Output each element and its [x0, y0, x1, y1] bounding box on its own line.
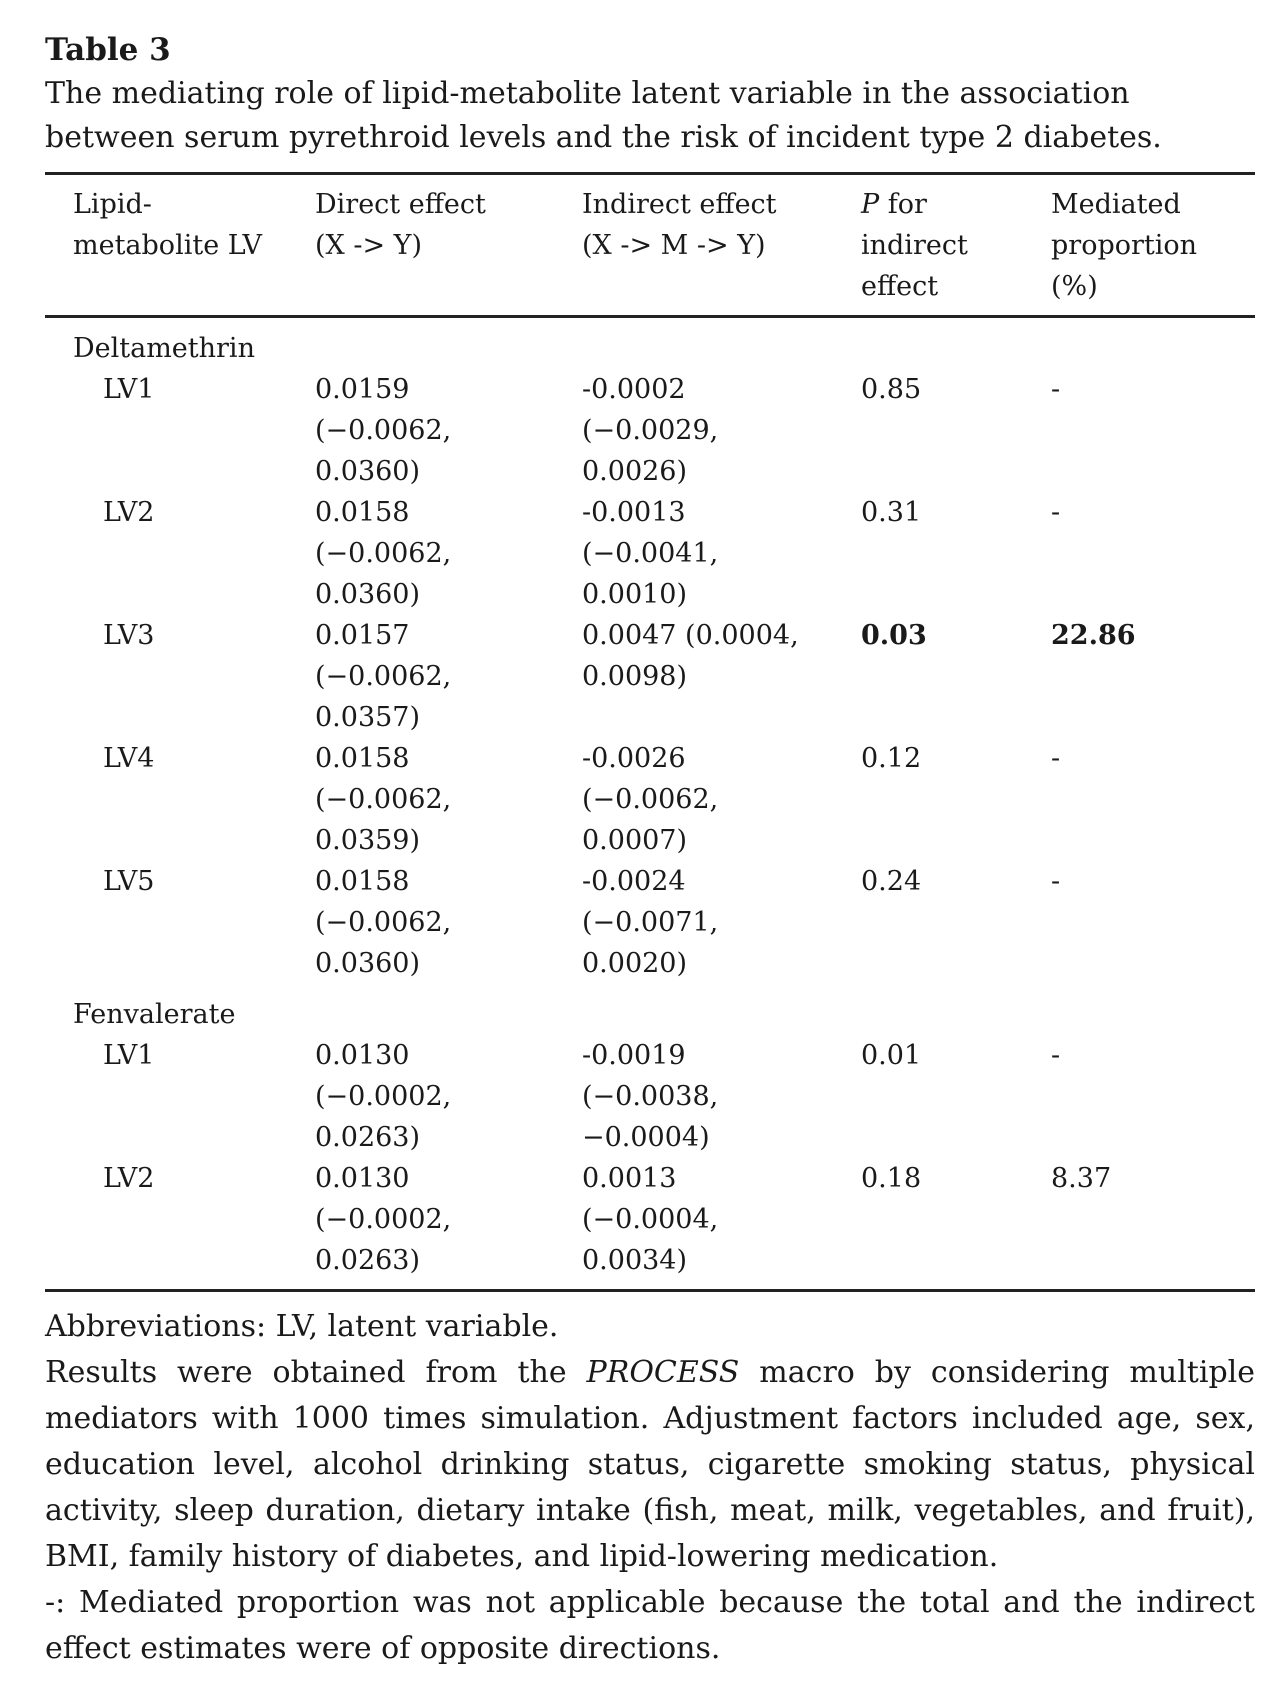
dash-note: -: Mediated proportion was not applicable because the total and the indirect effect estimates were of opposite directions.	[45, 1585, 1255, 1666]
table-body	[45, 318, 1255, 1289]
table-notes	[45, 1304, 1255, 1672]
header-direct-effect: Direct effect (X -> Y)	[315, 189, 486, 261]
table-caption: The mediating role of lipid-metabolite latent variable in the association between serum pyrethroid levels and the risk of incident type 2 diabetes.	[45, 76, 1162, 155]
indirect-effect-cell: 0.0047 (0.0004, 0.0098)	[582, 620, 799, 692]
p-value-cell: 0.85	[861, 374, 922, 405]
lv-cell: LV3	[103, 620, 155, 651]
direct-effect-cell: 0.0158 (−0.0062, 0.0360)	[315, 866, 452, 979]
mediated-proportion-cell: -	[1051, 497, 1061, 528]
header-p-value	[861, 175, 1051, 315]
mediated-proportion-cell: 8.37	[1051, 1163, 1112, 1194]
direct-effect-cell: 0.0157 (−0.0062, 0.0357)	[315, 620, 452, 733]
mediated-proportion-cell: -	[1051, 1040, 1061, 1071]
group-name: Deltamethrin	[73, 333, 255, 364]
indirect-effect-cell: -0.0013 (−0.0041, 0.0010)	[582, 497, 719, 610]
lv-cell: LV1	[103, 1040, 155, 1071]
header-p-italic: P	[861, 189, 880, 220]
abbreviations-note: Abbreviations: LV, latent variable.	[45, 1309, 559, 1344]
mediated-proportion-cell: -	[1051, 866, 1061, 897]
table-row	[45, 861, 1255, 984]
table-row	[45, 369, 1255, 492]
direct-effect-cell: 0.0158 (−0.0062, 0.0359)	[315, 743, 452, 856]
table-label: Table 3	[45, 32, 171, 68]
direct-effect-cell: 0.0130 (−0.0002, 0.0263)	[315, 1040, 452, 1153]
results-table	[45, 175, 1255, 1289]
group-row	[45, 984, 1255, 1035]
bottom-rule	[45, 1289, 1255, 1292]
header-mediated-proportion: Mediated proportion (%)	[1051, 189, 1198, 302]
process-macro-name: PROCESS	[586, 1355, 740, 1390]
table-row	[45, 1158, 1255, 1289]
table-row	[45, 1035, 1255, 1158]
direct-effect-cell: 0.0130 (−0.0002, 0.0263)	[315, 1163, 452, 1276]
indirect-effect-cell: -0.0019 (−0.0038, −0.0004)	[582, 1040, 719, 1153]
p-value-cell: 0.31	[861, 497, 922, 528]
table-row	[45, 492, 1255, 615]
header-lv: Lipid- metabolite LV	[73, 189, 262, 261]
indirect-effect-cell: -0.0024 (−0.0071, 0.0020)	[582, 866, 719, 979]
lv-cell: LV2	[103, 497, 155, 528]
mediated-proportion-cell: -	[1051, 743, 1061, 774]
mediated-proportion-cell: -	[1051, 374, 1061, 405]
direct-effect-cell: 0.0159 (−0.0062, 0.0360)	[315, 374, 452, 487]
header-row	[45, 175, 1255, 315]
direct-effect-cell: 0.0158 (−0.0062, 0.0360)	[315, 497, 452, 610]
table-row	[45, 615, 1255, 738]
lv-cell: LV5	[103, 866, 155, 897]
mediated-proportion-cell: 22.86	[1051, 620, 1136, 651]
lv-cell: LV2	[103, 1163, 155, 1194]
indirect-effect-cell: -0.0002 (−0.0029, 0.0026)	[582, 374, 719, 487]
group-name: Fenvalerate	[73, 999, 236, 1030]
p-value-cell: 0.01	[861, 1040, 922, 1071]
p-value-cell: 0.18	[861, 1163, 922, 1194]
indirect-effect-cell: -0.0026 (−0.0062, 0.0007)	[582, 743, 719, 856]
header-p-rest: for indirect effect	[861, 189, 968, 302]
lv-cell: LV4	[103, 743, 155, 774]
p-value-cell: 0.03	[861, 620, 927, 651]
group-row	[45, 318, 1255, 369]
results-note	[45, 1350, 1255, 1580]
results-note-end: macro by considering multiple mediators with 1000 times simulation. Adjustment factors included age, sex, education level, alcohol drinking status, cigarette smoking status, physical activity, sleep duration, dietary intake (fish, meat, milk, vegetables, and fruit), BMI, family history of diabetes, and lipid-lowering medication.	[45, 1355, 1255, 1574]
lv-cell: LV1	[103, 374, 155, 405]
results-note-start: Results were obtained from the	[45, 1355, 587, 1390]
indirect-effect-cell: 0.0013 (−0.0004, 0.0034)	[582, 1163, 719, 1276]
p-value-cell: 0.24	[861, 866, 922, 897]
table-row	[45, 738, 1255, 861]
p-value-cell: 0.12	[861, 743, 922, 774]
header-indirect-effect: Indirect effect (X -> M -> Y)	[582, 189, 777, 261]
table-figure	[45, 30, 1255, 1672]
